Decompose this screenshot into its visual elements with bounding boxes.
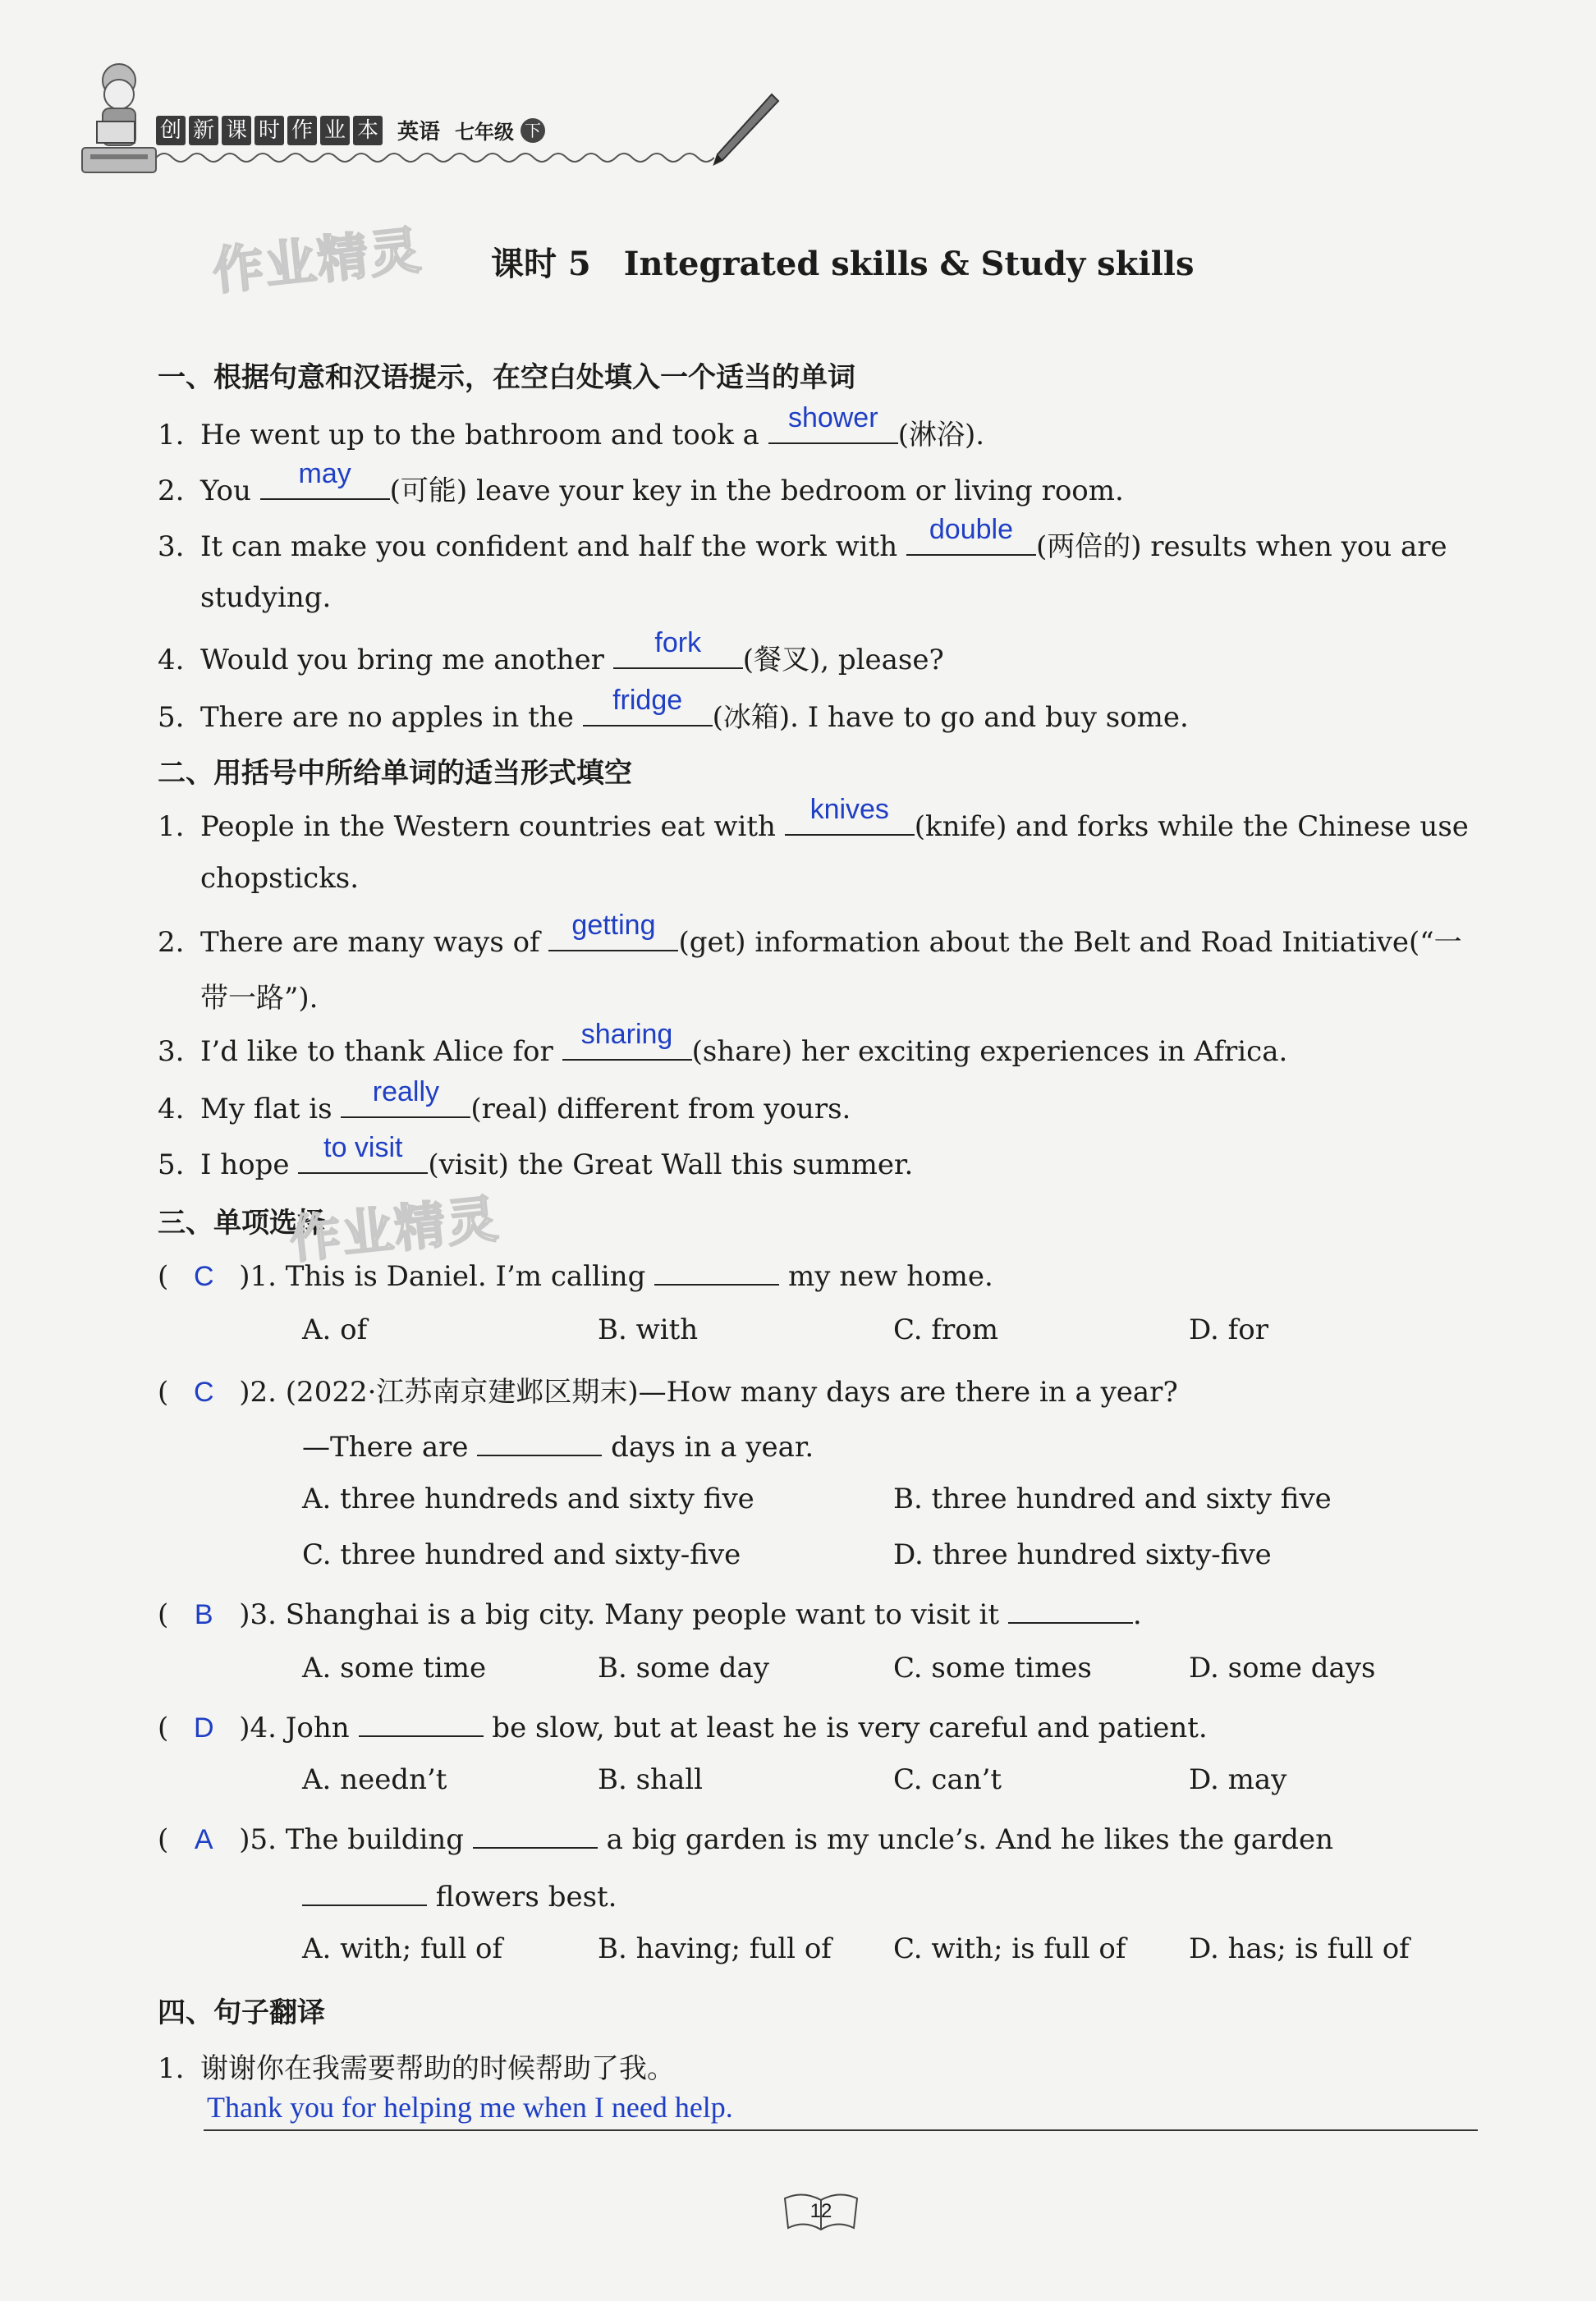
question-number: )4. (239, 1712, 277, 1744)
s2-item-2 (158, 910, 1479, 960)
mc-question-2-line2 (302, 1427, 814, 1464)
option-c: C. three hundred and sixty-five (302, 1538, 741, 1571)
item-text: (淋浴). (897, 419, 985, 451)
option-d: D. may (1189, 1763, 1287, 1796)
handwritten-translation: Thank you for helping me when I need help. (207, 2091, 733, 2124)
brand-char: 作 (287, 116, 317, 145)
option-a: A. some time (302, 1652, 487, 1684)
page-number: 12 (809, 2200, 832, 2222)
item-text: (get) information about the Belt and Road Initiative(“一 (678, 926, 1462, 959)
grade-label: 七年级 (455, 121, 515, 144)
mc-question-5: ( A )5. The building a big garden is my uncle’s. And he likes the garden (158, 1819, 1479, 1856)
item-text: (knife) and forks while the Chinese use (914, 810, 1469, 843)
mc-question-1: ( C )1. This is Daniel. I’m calling my new home. (158, 1256, 1479, 1293)
answer-blank (341, 1076, 470, 1118)
item-text: (两倍的) results when you are (1035, 530, 1447, 563)
s2-item-5 (158, 1132, 1479, 1181)
item-number: 1. (158, 419, 185, 451)
item-text: There are no apples in the (200, 701, 583, 734)
watermark-text: 作业精灵 (287, 1188, 502, 1271)
option-d: D. has; is full of (1189, 1932, 1410, 1965)
page-footer (780, 2187, 862, 2236)
answer-blank (548, 910, 678, 951)
option-c: C. some times (893, 1652, 1092, 1684)
item-text: (real) different from yours. (470, 1093, 851, 1125)
brand-char: 新 (189, 116, 218, 145)
question-text: The building (285, 1823, 473, 1856)
brand-char: 业 (320, 116, 350, 145)
handwritten-answer: getting (571, 910, 656, 941)
section1-heading: 一、根据句意和汉语提示，在空白处填入一个适当的单词 (158, 361, 855, 394)
question-number: )5. (239, 1823, 277, 1856)
item-text: It can make you confident and half the work with (200, 530, 906, 563)
choice-answer: C (193, 1377, 214, 1408)
series-brand (156, 115, 545, 145)
answer-rule-line (204, 2129, 1478, 2131)
item-text: (share) her exciting experiences in Africa. (691, 1035, 1288, 1068)
answer-blank (654, 1256, 779, 1286)
s2-item-3 (158, 1019, 1479, 1068)
section2-heading: 二、用括号中所给单词的适当形式填空 (158, 757, 632, 790)
page-header (66, 57, 788, 189)
handwritten-answer: fridge (612, 685, 683, 716)
option-d: D. some days (1189, 1652, 1376, 1684)
handwritten-answer: sharing (580, 1019, 673, 1050)
answer-blank (302, 1877, 427, 1906)
answer-blank (785, 794, 915, 836)
handwritten-answer: shower (787, 402, 878, 433)
handwritten-answer: knives (809, 794, 889, 825)
answer-blank (1008, 1594, 1133, 1624)
item-number: 4. (158, 644, 185, 676)
question-text: —There are (302, 1431, 478, 1464)
volume-badge: 下 (521, 118, 545, 143)
translation-item-1 (158, 2046, 1479, 2086)
s1-item-3-continued: studying. (200, 581, 332, 614)
option-b: B. with (598, 1313, 699, 1346)
item-text: (visit) the Great Wall this summer. (428, 1148, 914, 1181)
question-text: This is Daniel. I’m calling (285, 1260, 655, 1293)
item-text: (可能) leave your key in the bedroom or living room. (389, 474, 1124, 507)
item-number: 2. (158, 474, 185, 507)
option-a: A. three hundreds and sixty five (302, 1483, 754, 1515)
lesson-title: 课时 5 Integrated skills & Study skills (491, 245, 1195, 283)
option-a: A. with; full of (302, 1932, 503, 1965)
mc-question-2: ( C )2. (2022·江苏南京建邺区期末)—How many days are there in a year? (158, 1376, 1178, 1409)
option-a: A. needn’t (302, 1763, 447, 1796)
question-text: my new home. (779, 1260, 993, 1293)
answer-blank (473, 1819, 598, 1849)
handwritten-answer: really (372, 1076, 440, 1107)
item-number: 1. (158, 810, 185, 843)
subject-label: 英语 (397, 120, 441, 144)
choice-answer: D (193, 1712, 214, 1744)
question-text: flowers best. (427, 1881, 617, 1914)
item-number: 5. (158, 701, 185, 734)
item-number: 1. (158, 2052, 185, 2085)
answer-blank (562, 1019, 692, 1061)
option-c: C. from (893, 1313, 998, 1346)
s2-item-1-continued: chopsticks. (200, 862, 360, 895)
item-text: You (200, 474, 260, 507)
question-text: (2022·江苏南京建邺区期末)—How many days are there in a year? (285, 1376, 1178, 1409)
handwritten-answer: to visit (323, 1132, 403, 1163)
option-b: B. three hundred and sixty five (893, 1483, 1332, 1515)
s1-item-4 (158, 627, 1479, 677)
item-text: I’d like to thank Alice for (200, 1035, 562, 1068)
item-number: 5. (158, 1148, 185, 1181)
answer-blank (768, 402, 898, 444)
question-text: be slow, but at least he is very careful and patient. (483, 1712, 1208, 1744)
s1-item-2 (158, 458, 1479, 508)
pencil-icon (706, 90, 780, 172)
item-text: (冰箱). I have to go and buy some. (712, 701, 1189, 734)
watermark-text: 作业精灵 (209, 219, 425, 302)
answer-blank (477, 1427, 602, 1456)
question-text: a big garden is my uncle’s. And he likes the garden (597, 1823, 1334, 1856)
brand-char: 本 (353, 116, 383, 145)
item-text: Would you bring me another (200, 644, 613, 676)
wavy-divider-icon (156, 149, 714, 166)
option-b: B. shall (598, 1763, 703, 1796)
s2-item-2-continued: 带一路”). (200, 982, 319, 1015)
item-number: 3. (158, 530, 185, 563)
item-text: People in the Western countries eat with (200, 810, 785, 843)
chinese-sentence: 谢谢你在我需要帮助的时候帮助了我。 (200, 2052, 675, 2085)
brand-char: 创 (156, 116, 186, 145)
item-text: I hope (200, 1148, 299, 1181)
question-text: . (1132, 1598, 1142, 1631)
question-text: Shanghai is a big city. Many people want to visit it (285, 1598, 1008, 1631)
answer-blank (613, 627, 743, 669)
question-text: John (285, 1712, 359, 1744)
option-d: D. for (1189, 1313, 1268, 1346)
s1-item-5 (158, 685, 1479, 735)
question-text: days in a year. (602, 1431, 814, 1464)
item-number: 2. (158, 926, 185, 959)
item-text: There are many ways of (200, 926, 549, 959)
item-number: 3. (158, 1035, 185, 1068)
s1-item-3 (158, 514, 1479, 564)
answer-blank (906, 514, 1036, 556)
item-text: My flat is (200, 1093, 342, 1125)
mc-question-4: ( D )4. John be slow, but at least he is very careful and patient. (158, 1707, 1479, 1744)
option-d: D. three hundred sixty-five (893, 1538, 1272, 1571)
option-b: B. some day (598, 1652, 769, 1684)
mc-question-3: ( B )3. Shanghai is a big city. Many people want to visit it . (158, 1594, 1479, 1631)
option-b: B. having; full of (598, 1932, 832, 1965)
option-a: A. of (302, 1313, 368, 1346)
s1-item-1 (158, 402, 1479, 452)
question-number: )3. (239, 1598, 277, 1631)
item-text: (餐叉), please? (742, 644, 944, 676)
brand-char: 时 (255, 116, 284, 145)
question-number: )1. (239, 1260, 277, 1293)
answer-blank (583, 685, 713, 727)
handwritten-answer: fork (654, 627, 702, 658)
item-text: He went up to the bathroom and took a (200, 419, 768, 451)
item-number: 4. (158, 1093, 185, 1125)
option-c: C. with; is full of (893, 1932, 1126, 1965)
answer-blank (298, 1132, 428, 1174)
section3-heading: 三、单项选择 (158, 1207, 325, 1240)
question-number: )2. (239, 1376, 277, 1409)
option-c: C. can’t (893, 1763, 1002, 1796)
s2-item-1 (158, 794, 1479, 843)
choice-answer: A (194, 1824, 213, 1855)
answer-blank (359, 1707, 484, 1737)
section4-heading: 四、句子翻译 (158, 1996, 325, 2029)
handwritten-answer: may (298, 458, 351, 489)
mc-question-5-line2 (302, 1877, 617, 1914)
choice-answer: B (194, 1599, 213, 1630)
handwritten-answer: double (929, 514, 1013, 545)
s2-item-4 (158, 1076, 1479, 1125)
answer-blank (260, 458, 390, 500)
brand-char: 课 (222, 116, 251, 145)
choice-answer: C (193, 1261, 214, 1292)
